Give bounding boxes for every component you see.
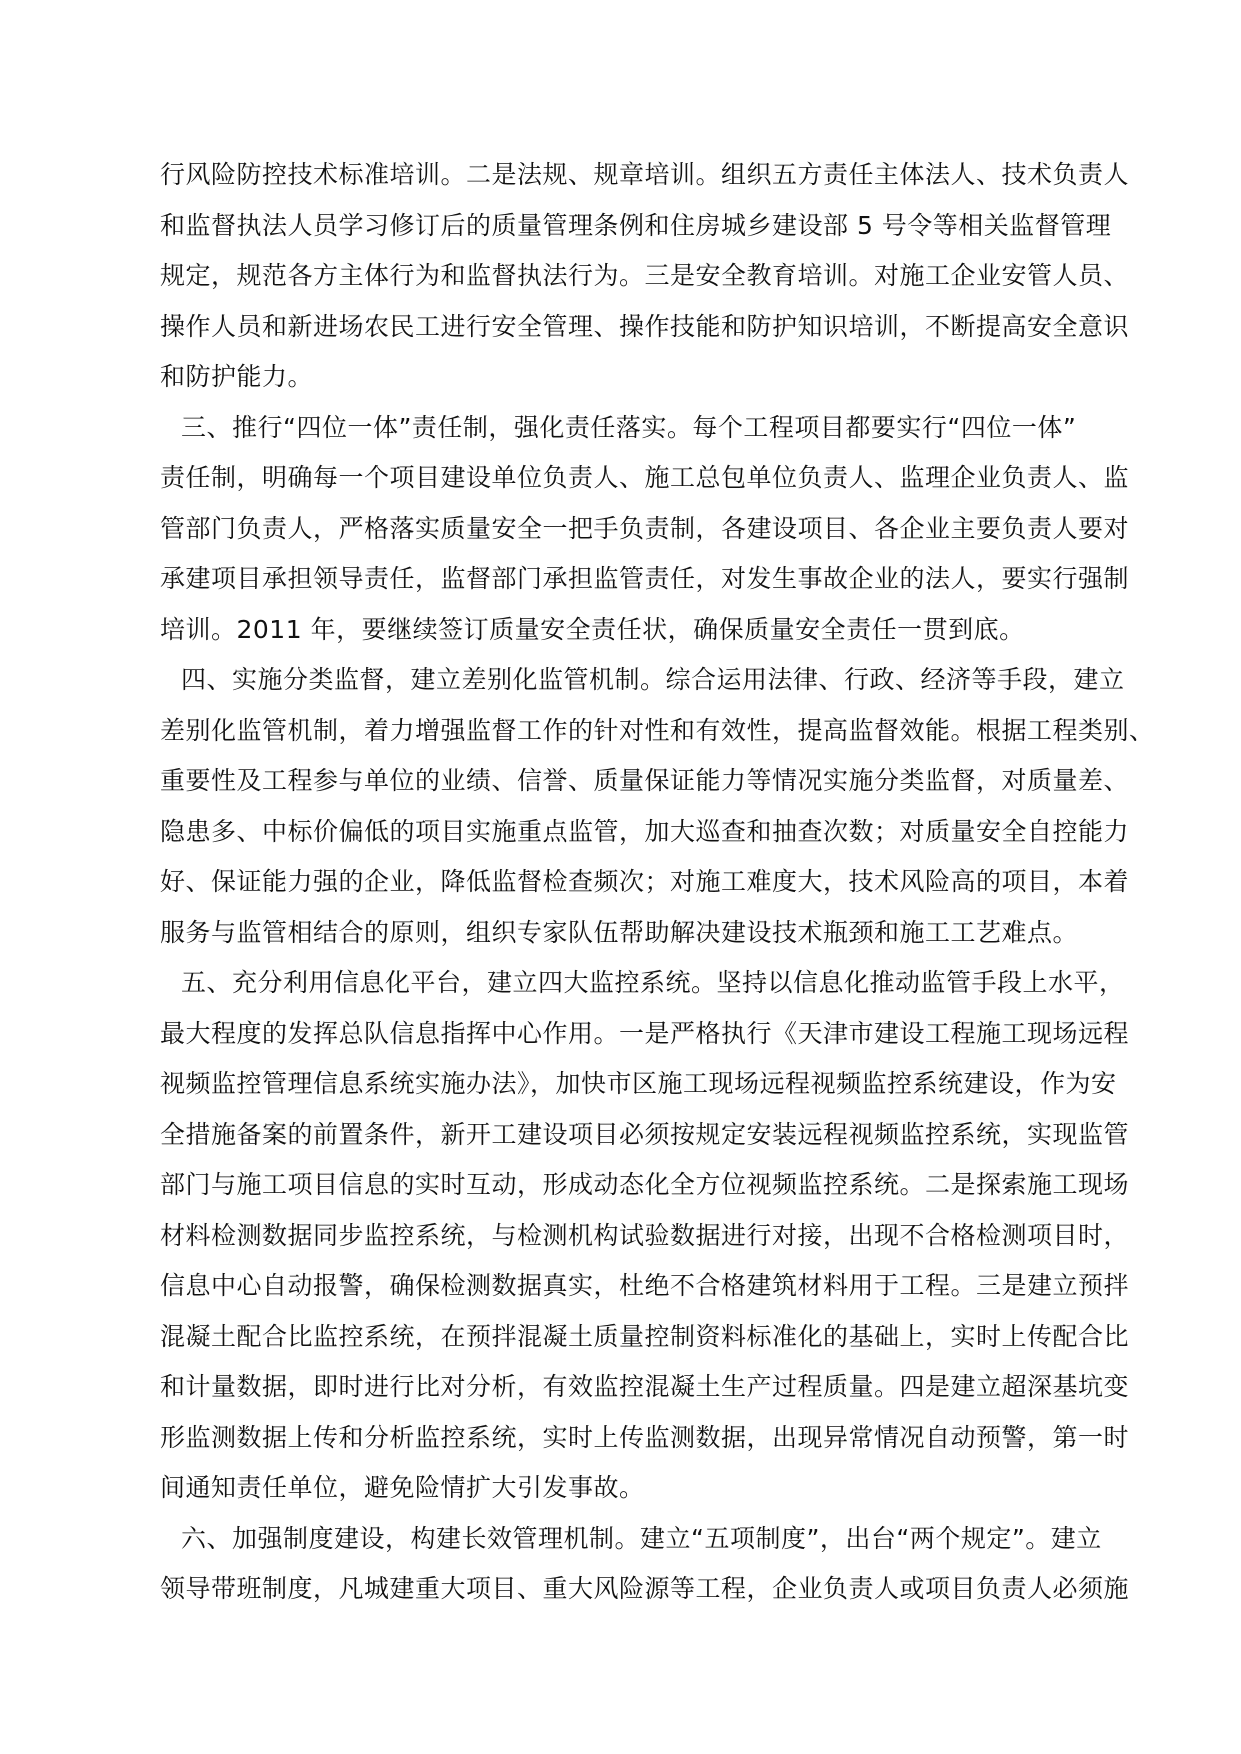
text-line: 间通知责任单位，避免险情扩大引发事故。 xyxy=(160,1473,645,1502)
text-line: 好、保证能力强的企业，降低监督检查频次；对施工难度大，技术风险高的项目，本着 xyxy=(160,867,1130,896)
text-line: 隐患多、中标价偏低的项目实施重点监管，加大巡查和抽查次数；对质量安全自控能力 xyxy=(160,816,1130,846)
text-line: 操作人员和新进场农民工进行安全管理、操作技能和防护知识培训，不断提高安全意识 xyxy=(160,311,1130,341)
text-line: 和监督执法人员学习修订后的质量管理条例和住房城乡建设部 5 号令等相关监督管理 xyxy=(160,210,1112,240)
text-line: 最大程度的发挥总队信息指挥中心作用。一是严格执行《天津市建设工程施工现场远程 xyxy=(160,1018,1130,1048)
text-line: 差别化监管机制，着力增强监督工作的针对性和有效性，提高监督效能。根据工程类别、 xyxy=(160,715,1155,745)
text-line: 服务与监管相结合的原则，组织专家队伍帮助解决建设技术瓶颈和施工工艺难点。 xyxy=(160,917,1079,947)
body-text xyxy=(160,150,1155,1615)
text-line: 规定，规范各方主体行为和监督执法行为。三是安全教育培训。对施工企业安管人员、 xyxy=(160,261,1130,290)
text-line: 行风险防控技术标准培训。二是法规、规章培训。组织五方责任主体法人、技术负责人 xyxy=(160,160,1130,189)
text-line: 混凝土配合比监控系统，在预拌混凝土质量控制资料标准化的基础上，实时上传配合比 xyxy=(160,1321,1130,1351)
text-line: 视频监控管理信息系统实施办法》，加快市区施工现场远程视频监控系统建设，作为安 xyxy=(160,1069,1117,1098)
text-line: 和计量数据，即时进行比对分析，有效监控混凝土生产过程质量。四是建立超深基坑变 xyxy=(160,1372,1130,1401)
text-line: 信息中心自动报警，确保检测数据真实，杜绝不合格建筑材料用于工程。三是建立预拌 xyxy=(160,1271,1130,1300)
section-5-heading-line: 五、充分利用信息化平台，建立四大监控系统。坚持以信息化推动监管手段上水平， xyxy=(181,968,1125,997)
text-line: 培训。2011 年，要继续签订质量安全责任状，确保质量安全责任一贯到底。 xyxy=(160,614,1025,644)
text-line: 材料检测数据同步监控系统，与检测机构试验数据进行对接，出现不合格检测项目时， xyxy=(160,1220,1130,1250)
text-line: 全措施备案的前置条件，新开工建设项目必须按规定安装远程视频监控系统，实现监管 xyxy=(160,1119,1130,1149)
text-line: 形监测数据上传和分析监控系统，实时上传监测数据，出现异常情况自动预警，第一时 xyxy=(160,1422,1130,1452)
text-line: 重要性及工程参与单位的业绩、信誉、质量保证能力等情况实施分类监督，对质量差、 xyxy=(160,766,1130,795)
section-4-heading-line: 四、实施分类监督，建立差别化监管机制。综合运用法律、行政、经济等手段，建立 xyxy=(181,665,1125,694)
text-line: 责任制，明确每一个项目建设单位负责人、施工总包单位负责人、监理企业负责人、监 xyxy=(160,463,1130,492)
section-3-heading-line: 三、推行“四位一体”责任制，强化责任落实。每个工程项目都要实行“四位一体” xyxy=(181,412,1077,442)
section-6-heading-line: 六、加强制度建设，构建长效管理机制。建立“五项制度”，出台“两个规定”。建立 xyxy=(181,1523,1102,1553)
text-line: 部门与施工项目信息的实时互动，形成动态化全方位视频监控系统。二是探索施工现场 xyxy=(160,1170,1130,1199)
text-line: 领导带班制度，凡城建重大项目、重大风险源等工程，企业负责人或项目负责人必须施 xyxy=(160,1574,1130,1603)
text-line: 管部门负责人，严格落实质量安全一把手负责制，各建设项目、各企业主要负责人要对 xyxy=(160,513,1130,543)
text-line: 承建项目承担领导责任，监督部门承担监管责任，对发生事故企业的法人，要实行强制 xyxy=(160,564,1130,593)
text-line: 和防护能力。 xyxy=(160,362,314,391)
